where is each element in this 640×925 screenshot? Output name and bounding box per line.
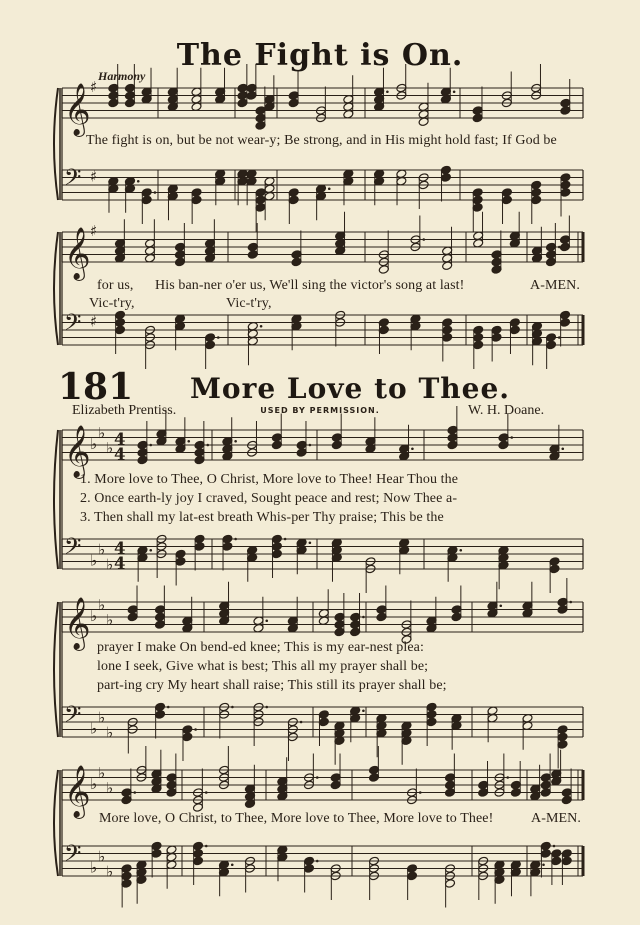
- lyric-line: His ban-ner o'er us, We'll sing the victor's song at last!: [155, 278, 465, 293]
- flat-icon: ♭: [98, 595, 106, 614]
- dot: [133, 791, 136, 794]
- dot: [205, 845, 208, 848]
- dot: [419, 791, 422, 794]
- hymn-title: The Fight is On.: [176, 38, 464, 73]
- dot: [506, 776, 509, 779]
- dot: [542, 863, 545, 866]
- verse-3-line-1: 3. Then shall my lat-est breath Whis-per Thy praise; This be the: [80, 510, 444, 525]
- dot: [309, 541, 312, 544]
- harmony-label: Harmony: [98, 69, 146, 83]
- permission-note: USED BY PERMISSION.: [260, 406, 380, 415]
- treble-clef-icon: 𝄞: [64, 764, 91, 817]
- system-brace: [54, 602, 58, 737]
- dot: [167, 706, 170, 709]
- flat-icon: ♭: [90, 607, 98, 625]
- lyric-line: Vic-t'ry,: [226, 296, 272, 311]
- dot: [362, 616, 365, 619]
- dot: [553, 845, 556, 848]
- bass-clef-icon: 𝄢: [64, 702, 82, 733]
- dot: [316, 776, 319, 779]
- hymn-title: More Love to Thee.: [189, 372, 511, 405]
- dot: [499, 604, 502, 607]
- dot: [561, 447, 564, 450]
- amen-text: A-MEN.: [531, 811, 581, 826]
- sharp-icon: ♯: [90, 222, 98, 240]
- dot: [217, 336, 220, 339]
- flat-icon: ♭: [90, 858, 98, 877]
- sharp-icon: ♯: [90, 167, 98, 186]
- sharp-icon: ♯: [90, 312, 98, 331]
- dot: [411, 447, 414, 450]
- verse-3-line-2: part-ing cry My heart shall raise; This still its prayer shall be;: [97, 678, 447, 693]
- time-signature: 4: [114, 554, 126, 573]
- time-signature: 4: [114, 445, 126, 464]
- dot: [205, 791, 208, 794]
- system-brace: [54, 88, 58, 200]
- treble-clef-icon: 𝄞: [64, 596, 91, 649]
- flat-icon: ♭: [106, 862, 114, 881]
- flat-icon: ♭: [98, 763, 106, 782]
- treble-clef-icon: 𝄞: [64, 424, 91, 477]
- system-brace: [54, 430, 58, 569]
- dot: [149, 444, 152, 447]
- flat-icon: ♭: [90, 719, 98, 738]
- lyric-line: The fight is on, but be not wear-y; Be strong, and in His might hold fast; If God be: [86, 133, 557, 148]
- dot: [187, 440, 190, 443]
- dot: [362, 709, 365, 712]
- flat-icon: ♭: [106, 438, 114, 457]
- verse-1-line-1: 1. More love to Thee, O Christ, More love to Thee! Hear Thou the: [80, 472, 459, 487]
- system-brace: [54, 232, 58, 345]
- dot: [260, 325, 263, 328]
- bass-clef-icon: 𝄢: [64, 841, 82, 872]
- bass-clef-icon: 𝄢: [64, 534, 82, 565]
- dot: [265, 706, 268, 709]
- dot: [459, 549, 462, 552]
- time-signature: 4: [114, 539, 126, 558]
- dot: [300, 721, 303, 724]
- verse-1-line-2: prayer I make On bend-ed knee; This is my ear-nest plea:: [97, 640, 424, 655]
- verse-2-line-2: lone I seek, Give what is best; This all my prayer shall be;: [97, 659, 429, 674]
- flat-icon: ♭: [98, 423, 106, 442]
- dot: [284, 538, 287, 541]
- flat-icon: ♭: [106, 723, 114, 742]
- dot: [386, 90, 389, 93]
- dot: [309, 444, 312, 447]
- flat-icon: ♭: [106, 778, 114, 797]
- treble-clef-icon: 𝄞: [64, 226, 91, 279]
- treble-clef-icon: 𝄞: [64, 82, 91, 135]
- dot: [137, 180, 140, 183]
- dot: [422, 238, 425, 241]
- dot: [453, 90, 456, 93]
- lyric-line: Vic-t'ry,: [89, 296, 135, 311]
- dot: [510, 436, 513, 439]
- dot: [149, 549, 152, 552]
- refrain-line: More love, O Christ, to Thee, More love to Thee, More love to Thee!: [99, 811, 494, 826]
- flat-icon: ♭: [106, 610, 114, 629]
- flat-icon: ♭: [98, 540, 106, 559]
- composer: W. H. Doane.: [468, 403, 545, 418]
- amen-text: A-MEN.: [530, 278, 580, 293]
- flat-icon: ♭: [106, 555, 114, 574]
- flat-icon: ♭: [90, 551, 98, 570]
- sharp-icon: ♯: [90, 78, 98, 96]
- dot: [265, 619, 268, 622]
- dot: [328, 187, 331, 190]
- bass-clef-icon: 𝄢: [64, 310, 82, 341]
- time-signature: 4: [114, 430, 126, 449]
- dot: [206, 444, 209, 447]
- dot: [231, 863, 234, 866]
- flat-icon: ♭: [98, 847, 106, 866]
- flat-icon: ♭: [98, 708, 106, 727]
- lyric-line: for us,: [97, 278, 134, 293]
- flat-icon: ♭: [90, 435, 98, 453]
- author: Elizabeth Prentiss.: [72, 403, 177, 418]
- dot: [231, 706, 234, 709]
- dot: [194, 728, 197, 731]
- dot: [234, 440, 237, 443]
- verse-2-line-1: 2. Once earth-ly joy I craved, Sought peace and rest; Now Thee a-: [80, 491, 458, 506]
- bass-clef-icon: 𝄢: [64, 165, 82, 196]
- flat-icon: ♭: [90, 775, 98, 793]
- dot: [154, 191, 157, 194]
- hymn-number: 181: [58, 366, 134, 408]
- dot: [234, 538, 237, 541]
- dot: [569, 601, 572, 604]
- system-brace: [54, 770, 58, 876]
- dot: [316, 860, 319, 863]
